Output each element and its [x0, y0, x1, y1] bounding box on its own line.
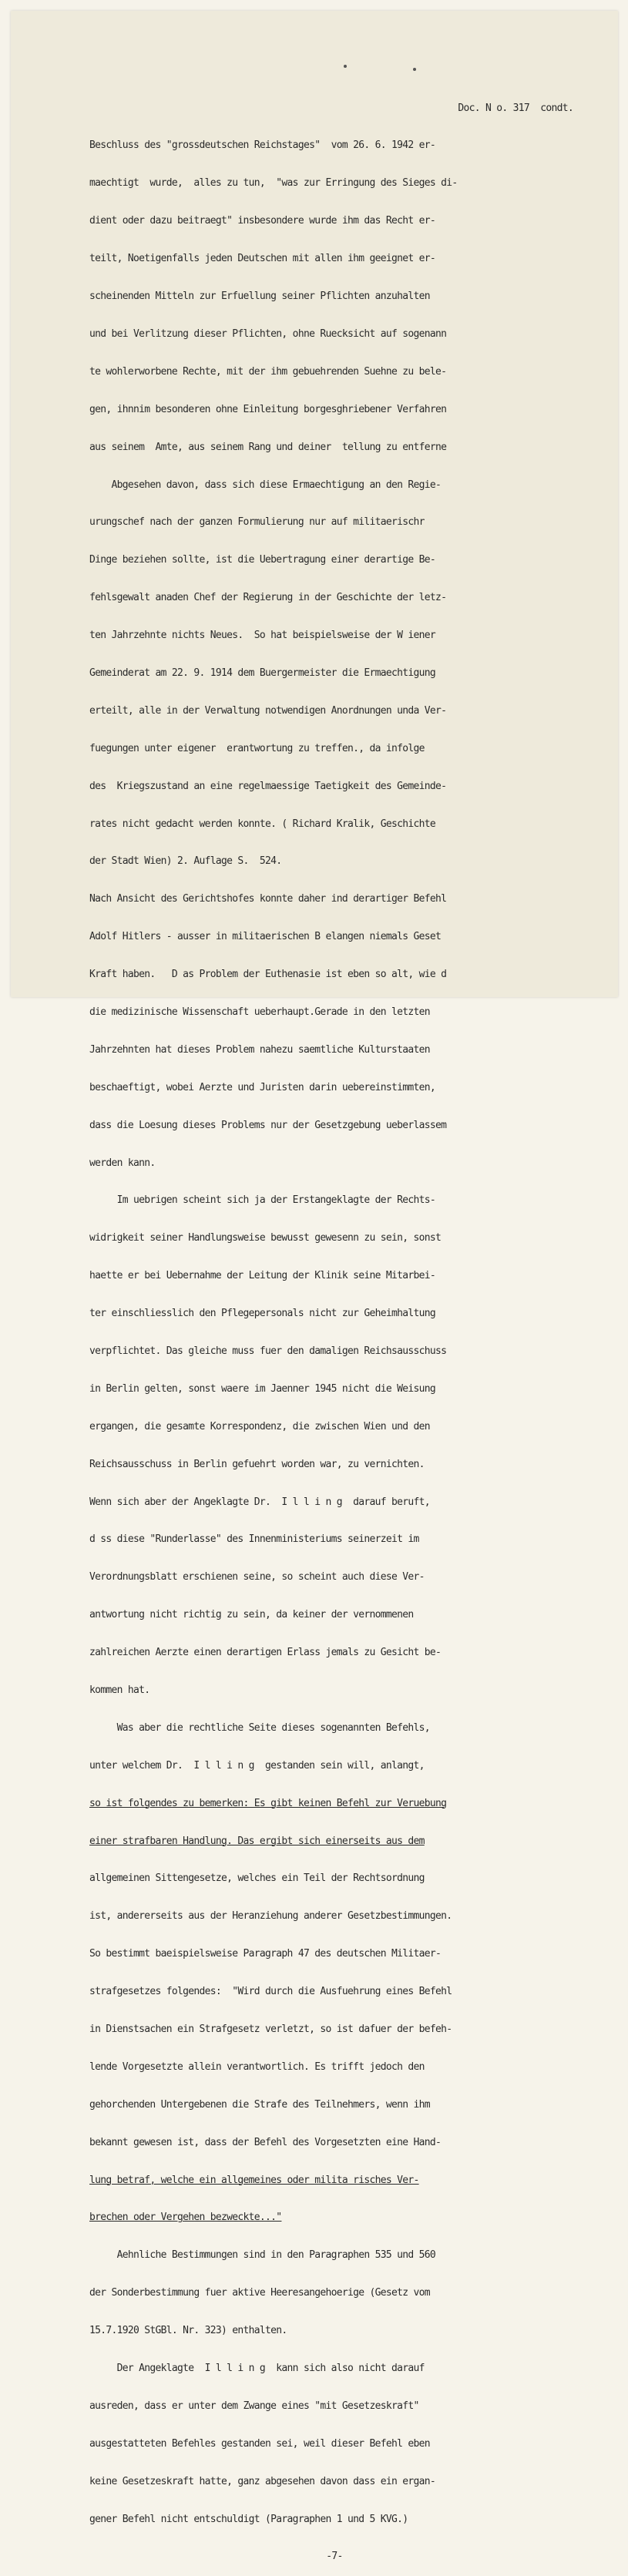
text-line: kommen hat. [89, 1684, 150, 1696]
text-line: einer strafbaren Handlung. Das ergibt sich einerseits aus dem [89, 1835, 425, 1847]
text-line: teilt, Noetigenfalls jeden Deutschen mit allen ihm geeignet er- [89, 253, 435, 265]
text-line: So bestimmt baeispielsweise Paragraph 47 des deutschen Militaer- [89, 1948, 442, 1960]
text-line: der Stadt Wien) 2. Auflage S. 524. [89, 855, 282, 868]
text-line: in Dienstsachen ein Strafgesetz verletzt, so ist dafuer der befeh- [89, 2024, 452, 2036]
text-line: gehorchenden Untergebenen die Strafe des Teilnehmers, wenn ihm [89, 2098, 430, 2111]
text-line: werden kann. [89, 1157, 156, 1169]
text-line: erteilt, alle in der Verwaltung notwendigen Anordnungen unda Ver- [89, 704, 447, 717]
text-line: Gemeinderat am 22. 9. 1914 dem Buergermeister die Ermaechtigung [89, 667, 435, 679]
text-line: Was aber die rechtliche Seite dieses sogenannten Befehls, [89, 1721, 430, 1734]
text-line: brechen oder Vergehen bezweckte..." [89, 2212, 282, 2224]
text-line: Verordnungsblatt erschienen seine, so scheint auch diese Ver- [89, 1571, 425, 1584]
text-line: fehlsgewalt anaden Chef der Regierung in der Geschichte der letz- [89, 592, 447, 604]
text-line: dass die Loesung dieses Problems nur der Gesetzgebung ueberlassem [89, 1119, 447, 1131]
text-line: des Kriegszustand an eine regelmaessige Taetigkeit des Gemeinde- [89, 780, 447, 792]
text-line: in Berlin gelten, sonst waere im Jaenner 1945 nicht die Weisung [89, 1382, 435, 1395]
text-line: ter einschliesslich den Pflegepersonals nicht zur Geheimhaltung [89, 1308, 435, 1320]
text-line: antwortung nicht richtig zu sein, da keiner der vernommenen [89, 1609, 414, 1621]
text-line: gener Befehl nicht entschuldigt (Paragraphen 1 und 5 KVG.) [89, 2513, 408, 2525]
text-line: 15.7.1920 StGBl. Nr. 323) enthalten. [89, 2325, 287, 2337]
text-line: der Sonderbestimmung fuer aktive Heeresangehoerige (Gesetz vom [89, 2287, 430, 2299]
text-line: keine Gesetzeskraft hatte, ganz abgesehen davon dass ein ergan- [89, 2475, 435, 2487]
text-line: verpflichtet. Das gleiche muss fuer den damaligen Reichsausschuss [89, 1345, 447, 1357]
text-line: Im uebrigen scheint sich ja der Erstangeklagte der Rechts- [89, 1194, 435, 1207]
text-line: so ist folgendes zu bemerken: Es gibt keinen Befehl zur Veruebung [89, 1797, 447, 1809]
punch-mark [413, 68, 416, 71]
text-line: ten Jahrzehnte nichts Neues. So hat beispielsweise der W iener [89, 630, 435, 642]
page-number: -7- [326, 2551, 343, 2563]
text-line: dient oder dazu beitraegt" insbesondere wurde ihm das Recht er- [89, 215, 435, 227]
text-line: te wohlerworbene Rechte, mit der ihm gebuehrenden Suehne zu bele- [89, 365, 447, 378]
text-line: d ss diese "Runderlasse" des Innenministeriums seinerzeit im [89, 1533, 419, 1546]
text-line: gen, ihnnim besonderen ohne Einleitung borgesghriebener Verfahren [89, 403, 447, 415]
text-line: ergangen, die gesamte Korrespondenz, die zwischen Wien und den [89, 1420, 430, 1432]
text-line: maechtigt wurde, alles zu tun, "was zur Erringung des Sieges di- [89, 177, 458, 190]
text-line: aus seinem Amte, aus seinem Rang und deiner tellung zu entferne [89, 441, 447, 453]
text-line: haette er bei Uebernahme der Leitung der Klinik seine Mitarbei- [89, 1270, 435, 1282]
text-line: Beschluss des "grossdeutschen Reichstages" vom 26. 6. 1942 er- [89, 139, 435, 152]
text-line: unter welchem Dr. I l l i n g gestanden sein will, anlangt, [89, 1759, 425, 1772]
text-line: Der Angeklagte I l l i n g kann sich also nicht darauf [89, 2363, 425, 2375]
text-line: widrigkeit seiner Handlungsweise bewusst gewesenn zu sein, sonst [89, 1232, 442, 1244]
text-line: zahlreichen Aerzte einen derartigen Erlass jemals zu Gesicht be- [89, 1647, 442, 1659]
text-line: Abgesehen davon, dass sich diese Ermaechtigung an den Regie- [89, 479, 442, 491]
text-line: beschaeftigt, wobei Aerzte und Juristen darin uebereinstimmten, [89, 1081, 435, 1093]
text-line: lung betraf, welche ein allgemeines oder milita risches Ver- [89, 2174, 419, 2186]
text-line: urungschef nach der ganzen Formulierung nur auf militaerischr [89, 516, 425, 529]
text-line: Kraft haben. D as Problem der Euthenasie ist eben so alt, wie d [89, 969, 447, 981]
typed-text-block [89, 77, 579, 2576]
document-header: Doc. N o. 317 condt. [458, 102, 573, 114]
text-line: strafgesetzes folgendes: "Wird durch die Ausfuehrung eines Befehl [89, 1986, 452, 1998]
text-line: Adolf Hitlers - ausser in militaerischen B elangen niemals Geset [89, 931, 442, 943]
text-line: fuegungen unter eigener erantwortung zu treffen., da infolge [89, 742, 425, 754]
text-line: die medizinische Wissenschaft ueberhaupt.Gerade in den letzten [89, 1006, 430, 1018]
punch-mark [344, 65, 347, 68]
text-line: scheinenden Mitteln zur Erfuellung seiner Pflichten anzuhalten [89, 291, 430, 303]
text-line: ist, andererseits aus der Heranziehung anderer Gesetzbestimmungen. [89, 1910, 452, 1923]
text-line: rates nicht gedacht werden konnte. ( Richard Kralik, Geschichte [89, 818, 435, 830]
text-line: ausreden, dass er unter dem Zwange eines "mit Gesetzeskraft" [89, 2400, 419, 2412]
text-line: Wenn sich aber der Angeklagte Dr. I l l i n g darauf beruft, [89, 1496, 430, 1508]
text-line: Nach Ansicht des Gerichtshofes konnte daher ind derartiger Befehl [89, 893, 447, 905]
text-line: Aehnliche Bestimmungen sind in den Paragraphen 535 und 560 [89, 2249, 435, 2262]
text-line: Reichsausschuss in Berlin gefuehrt worden war, zu vernichten. [89, 1458, 425, 1470]
text-line: Dinge beziehen sollte, ist die Uebertragung einer derartige Be- [89, 554, 435, 566]
text-line: und bei Verlitzung dieser Pflichten, ohne Ruecksicht auf sogenann [89, 327, 447, 340]
text-line: lende Vorgesetzte allein verantwortlich. Es trifft jedoch den [89, 2060, 425, 2073]
text-line: ausgestatteten Befehles gestanden sei, weil dieser Befehl eben [89, 2437, 430, 2450]
text-line: bekannt gewesen ist, dass der Befehl des Vorgesetzten eine Hand- [89, 2136, 442, 2148]
text-line: allgemeinen Sittengesetze, welches ein Teil der Rechtsordnung [89, 1872, 425, 1885]
text-line: Jahrzehnten hat dieses Problem nahezu saemtliche Kulturstaaten [89, 1043, 430, 1056]
